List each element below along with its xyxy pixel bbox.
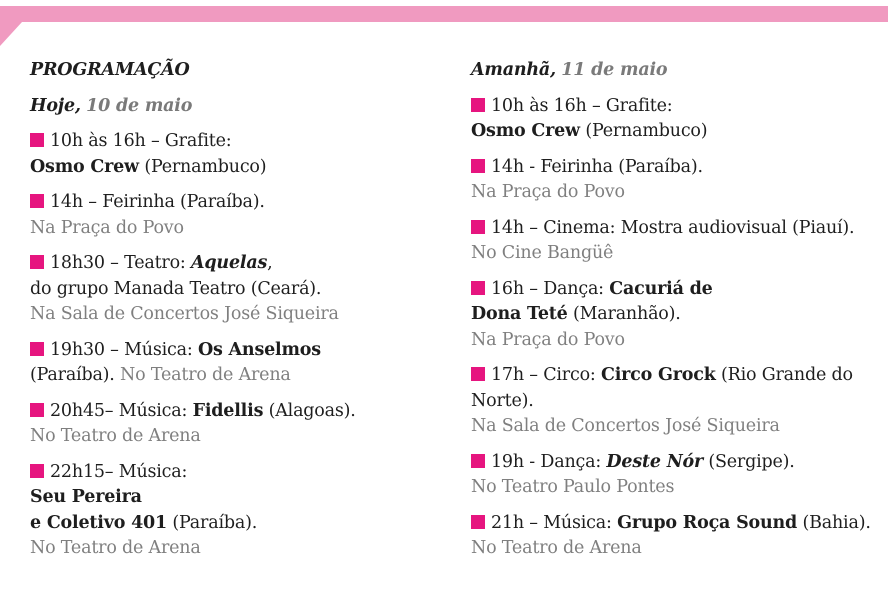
venue: Na Praça do Povo — [471, 329, 625, 350]
top-pink-tab — [0, 22, 22, 46]
bullet-square-icon — [30, 464, 44, 478]
artist-name: Cacuriá de — [609, 278, 713, 299]
bullet-square-icon — [471, 220, 485, 234]
artist-name: Os Anselmos — [197, 339, 321, 360]
artist-name: Osmo Crew — [30, 156, 139, 177]
schedule-entry: 10h às 16h – Grafite: Osmo Crew (Pernambuco) — [471, 95, 708, 141]
venue: No Cine Bangüê — [471, 243, 614, 263]
artist-name: Fidellis — [192, 400, 264, 421]
bullet-square-icon — [30, 255, 44, 269]
schedule-entry: 10h às 16h – Grafite: Osmo Crew (Pernambuco) — [30, 131, 267, 177]
schedule-entry: 14h - Feirinha (Paraíba). Na Praça do Povo — [471, 156, 703, 202]
bullet-square-icon — [30, 342, 44, 356]
program-heading: PROGRAMAÇÃO — [30, 60, 190, 80]
venue: No Teatro de Arena — [120, 365, 291, 385]
tomorrow-date: 11 de maio — [561, 60, 668, 80]
artist-name-continued: e Coletivo 401 — [30, 512, 168, 533]
schedule-entry: 16h – Dança: Cacuriá de Dona Teté (Maranhão). Na Praça do Povo — [471, 278, 713, 350]
venue: No Teatro de Arena — [30, 538, 201, 558]
bullet-square-icon — [471, 98, 485, 112]
artist-name-continued: Dona Teté — [471, 304, 568, 324]
bullet-square-icon — [471, 367, 485, 381]
schedule-entry: 14h – Cinema: Mostra audiovisual (Piauí). No Cine Bangüê — [471, 217, 855, 263]
schedule-entry: 14h – Feirinha (Paraíba). Na Praça do Povo — [30, 192, 265, 238]
tomorrow-date-line — [471, 58, 891, 84]
venue: Na Sala de Concertos José Siqueira — [30, 304, 339, 324]
venue: No Teatro Paulo Pontes — [471, 477, 675, 497]
schedule-entry: 21h – Música: Grupo Roça Sound (Bahia). No Teatro de Arena — [471, 512, 871, 558]
tomorrow-label: Amanhã, — [471, 60, 556, 80]
venue: Na Praça do Povo — [30, 217, 184, 238]
artist-name: Osmo Crew — [471, 121, 580, 141]
artist-name: Deste Nór — [606, 451, 703, 472]
schedule-entry: 19h - Dança: Deste Nór (Sergipe). No Teatro Paulo Pontes — [471, 451, 795, 497]
schedule-entry: 18h30 – Teatro: Aquelas, do grupo Manada Teatro (Ceará). Na Sala de Concertos José Siqueira — [30, 253, 339, 324]
bullet-square-icon — [471, 159, 485, 173]
schedule-entry: 17h – Circo: Circo Grock (Rio Grande do Norte). Na Sala de Concertos José Siqueira — [471, 365, 853, 436]
artist-name: Grupo Roça Sound — [617, 512, 798, 533]
schedule-entry: 19h30 – Música: Os Anselmos (Paraíba). No Teatro de Arena — [30, 339, 321, 385]
tomorrow-column — [471, 58, 891, 572]
bullet-square-icon — [471, 454, 485, 468]
schedule-entry: 22h15– Música: Seu Pereira e Coletivo 401 (Paraíba). No Teatro de Arena — [30, 461, 258, 558]
venue: Na Praça do Povo — [471, 182, 625, 202]
bullet-square-icon — [30, 194, 44, 208]
top-pink-bar — [0, 6, 888, 22]
bullet-square-icon — [471, 281, 485, 295]
today-date-line — [30, 94, 450, 120]
venue: No Teatro de Arena — [471, 538, 642, 558]
bullet-square-icon — [30, 403, 44, 417]
schedule-entry: 20h45– Música: Fidellis (Alagoas). No Teatro de Arena — [30, 400, 356, 446]
today-column — [30, 58, 450, 572]
venue: No Teatro de Arena — [30, 426, 201, 446]
today-date: 10 de maio — [86, 95, 193, 116]
artist-name: Seu Pereira — [30, 487, 142, 507]
today-label: Hoje, — [30, 95, 81, 116]
bullet-square-icon — [471, 515, 485, 529]
artist-name: Circo Grock — [600, 365, 716, 385]
artist-name: Aquelas — [191, 253, 268, 273]
bullet-square-icon — [30, 133, 44, 147]
venue: Na Sala de Concertos José Siqueira — [471, 416, 780, 436]
